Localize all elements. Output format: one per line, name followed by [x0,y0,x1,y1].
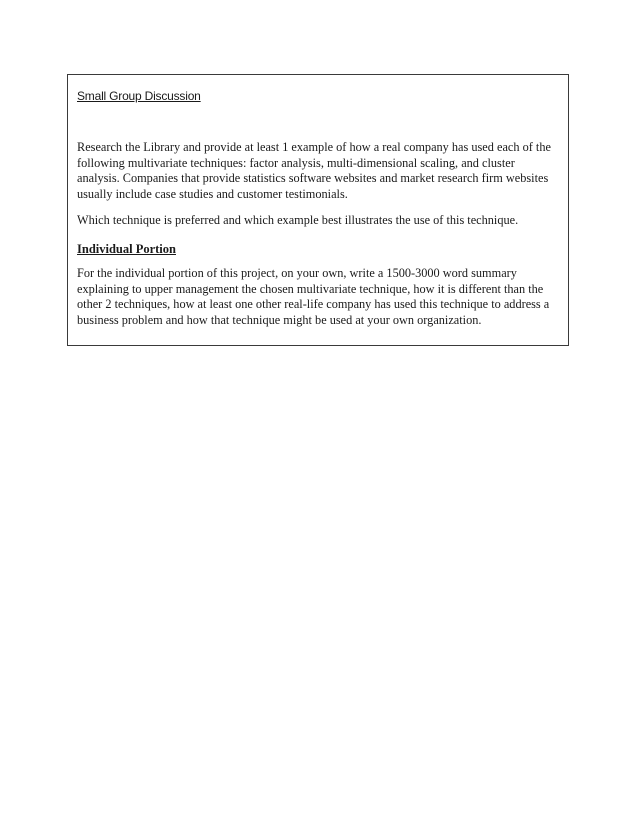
individual-portion-paragraph: For the individual portion of this project, on your own, write a 1500-3000 word summary explaining to upper management the chosen multivariate technique, how it is different than the other 2 techniques, how at least one other real-life company has used this technique to address a business problem and how that technique might be used at your own organization. [77,265,550,327]
research-paragraph: Research the Library and provide at least 1 example of how a real company has used each of the following multivariate techniques: factor analysis, multi-dimensional scaling, and cluster analysis. Companies that provide statistics software websites and market research firm websites usually include case studies and customer testimonials. [77,140,551,201]
individual-portion-heading: Individual Portion [77,241,176,256]
assignment-box [67,74,569,346]
small-group-discussion-heading: Small Group Discussion [77,89,201,103]
technique-question-paragraph: Which technique is preferred and which example best illustrates the use of this technique. [77,213,519,228]
